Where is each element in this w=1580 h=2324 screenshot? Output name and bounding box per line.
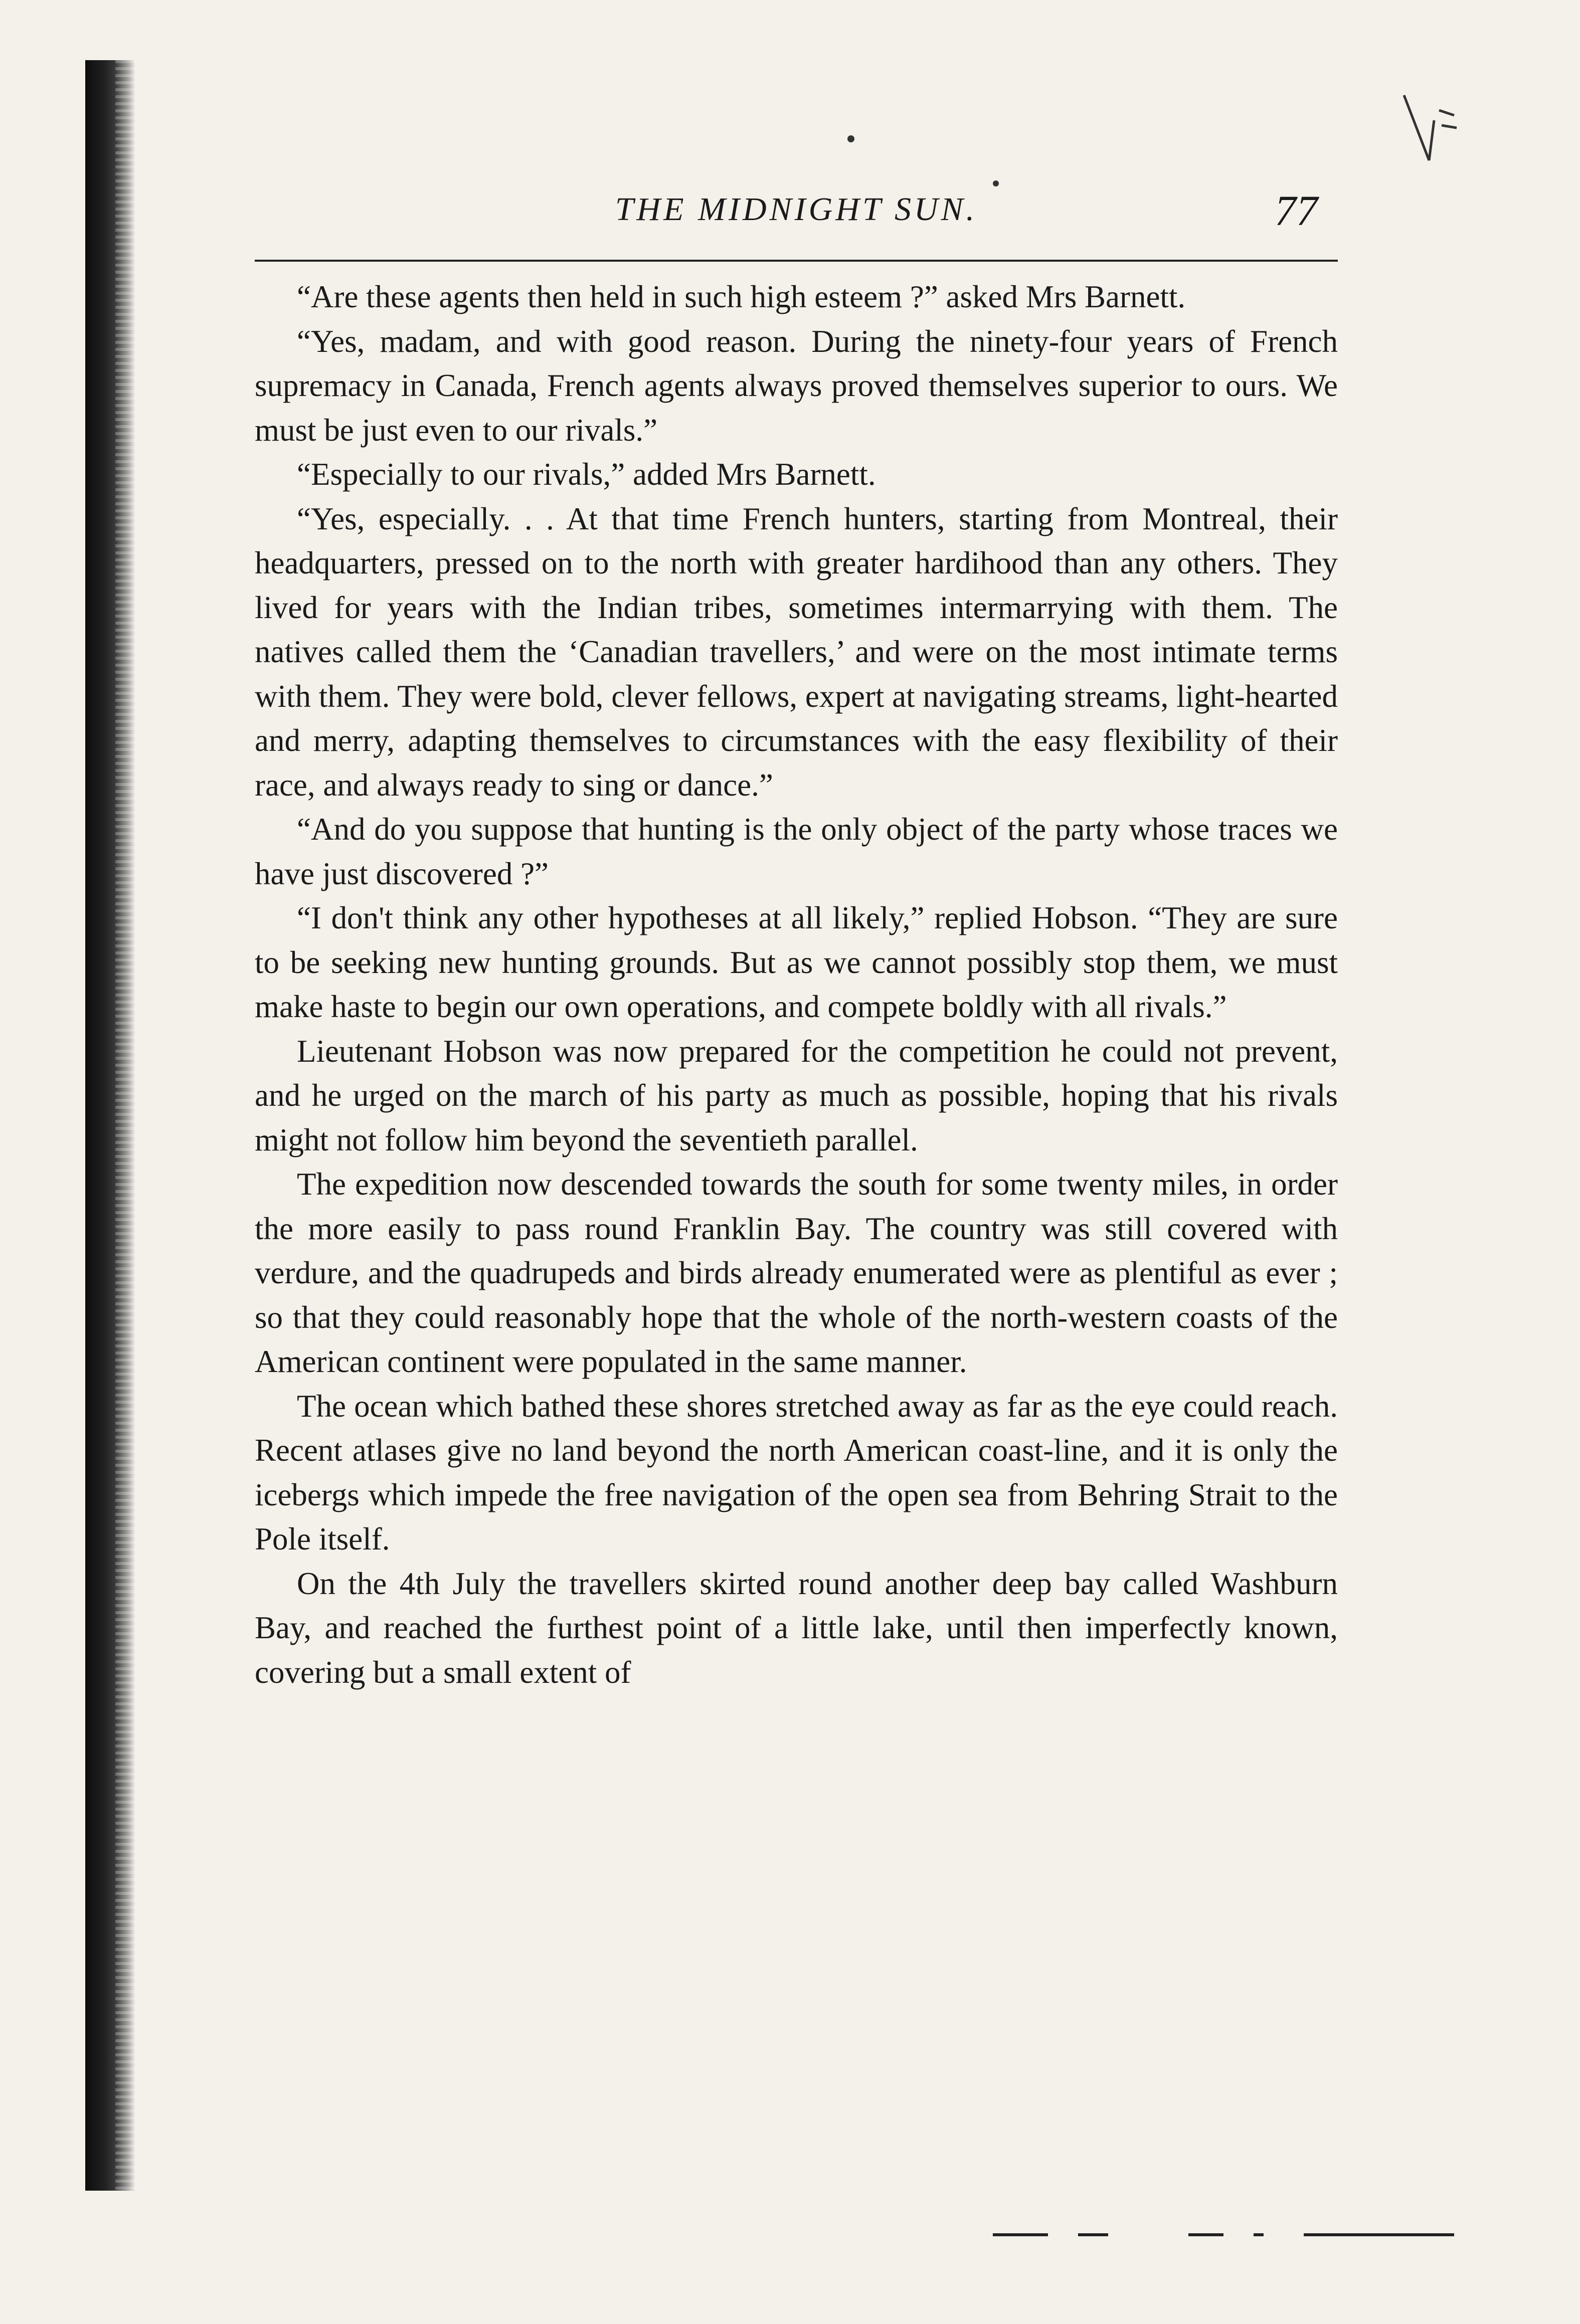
running-head bbox=[255, 186, 1338, 251]
ink-speck bbox=[993, 180, 999, 186]
paragraph: Lieutenant Hobson was now prepared for the competition he could not prevent, and he urged on the march of his party as much as possible, hoping that his rivals might not follow him beyond the seventieth parallel. bbox=[255, 1033, 1338, 1157]
paragraph: The ocean which bathed these shores stretched away as far as the eye could reach. Recent atlases give no land beyond the north American coast-line, and it is only the icebergs which impede the free navigation of the open sea from Behring Strait to the Pole itself. bbox=[255, 1388, 1338, 1557]
ink-speck bbox=[847, 135, 854, 142]
corner-pencil-mark bbox=[1399, 90, 1459, 165]
running-title: THE MIDNIGHT SUN. bbox=[615, 191, 978, 228]
bottom-ink-marks bbox=[993, 2233, 1454, 2238]
book-page bbox=[255, 186, 1338, 1694]
book-binding-edge bbox=[85, 60, 135, 2191]
paragraph: “Yes, madam, and with good reason. During the ninety-four years of French supremacy in Canada, French agents always proved themselves superior to ours. We must be just even to our rivals.” bbox=[255, 323, 1338, 448]
paragraph: “And do you suppose that hunting is the only object of the party whose traces we have just discovered ?” bbox=[255, 812, 1338, 891]
paragraph: On the 4th July the travellers skirted round another deep bay called Washburn Bay, and reached the furthest point of a little lake, until then imperfectly known, covering but a small extent of bbox=[255, 1566, 1338, 1690]
paragraph: The expedition now descended towards the south for some twenty miles, in order the more easily to pass round Franklin Bay. The country was still covered with verdure, and the quadrupeds and birds already enumerated were as plentiful as ever ; so that they could reasonably hope that the whole of the north-western coasts of the American continent were populated in the same manner. bbox=[255, 1167, 1338, 1379]
body-text bbox=[255, 275, 1338, 1694]
paragraph: “Especially to our rivals,” added Mrs Barnett. bbox=[297, 457, 876, 492]
paragraph: “I don't think any other hypotheses at all likely,” replied Hobson. “They are sure to be seeking new hunting grounds. But as we cannot possibly stop them, we must make haste to begin our own operations, and compete boldly with all rivals.” bbox=[255, 900, 1338, 1024]
paragraph: “Yes, especially. . . At that time French hunters, starting from Montreal, their headquarters, pressed on to the north with greater hardihood than any others. They lived for years with the Indian tribes, sometimes intermarrying with them. The natives called them the ‘Canadian travellers,’ and were on the most intimate terms with them. They were bold, clever fellows, expert at navigating streams, light-hearted and merry, adapting themselves to circumstances with the easy flexibility of their race, and always ready to sing or dance.” bbox=[255, 501, 1338, 803]
paragraph: “Are these agents then held in such high esteem ?” asked Mrs Barnett. bbox=[297, 279, 1186, 314]
page-number: 77 bbox=[1275, 186, 1318, 235]
header-rule bbox=[255, 260, 1338, 262]
